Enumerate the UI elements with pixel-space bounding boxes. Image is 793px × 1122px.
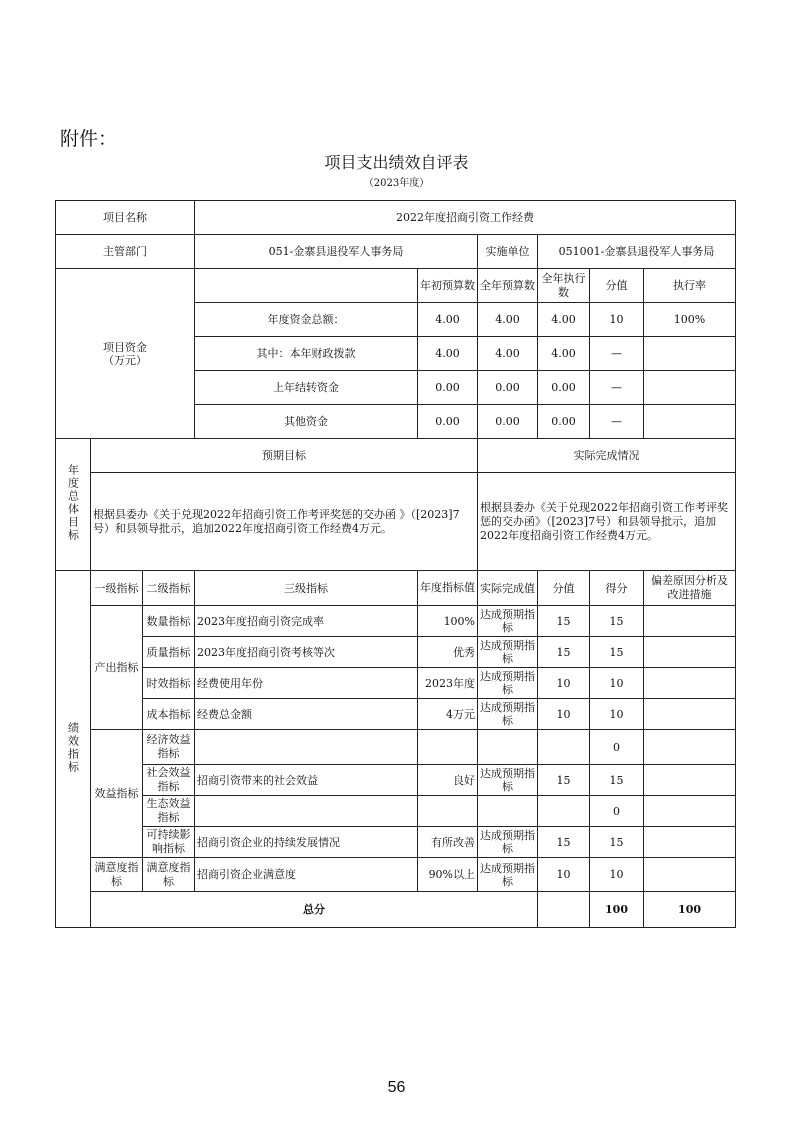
perf-actual: 达成预期指标 — [478, 858, 538, 892]
page-number: 56 — [387, 1079, 406, 1096]
perf-target — [418, 730, 478, 765]
page-subtitle: （2023年度） — [363, 178, 430, 189]
attachment-label: 附件： — [60, 128, 118, 150]
perf-level2: 时效指标 — [143, 668, 195, 699]
perf-value: 10 — [538, 858, 590, 892]
perf-note — [644, 606, 736, 637]
perf-level2: 可持续影响指标 — [143, 827, 195, 858]
funds-annual: 0.00 — [478, 371, 538, 405]
perf-target: 100% — [418, 606, 478, 637]
perf-score: 10 — [590, 858, 644, 892]
perf-actual: 达成预期指标 — [478, 765, 538, 796]
perf-label-text: 绩效指标 — [66, 721, 80, 774]
funds-header-executed: 全年执行数 — [538, 269, 590, 303]
funds-row-label: 其中：本年财政拨款 — [195, 337, 418, 371]
goals-label — [56, 439, 91, 571]
goals-label-text: 年度总体目标 — [66, 464, 80, 542]
perf-actual — [478, 796, 538, 827]
funds-header-score-value: 分值 — [590, 269, 644, 303]
funds-header-rate: 执行率 — [644, 269, 736, 303]
perf-level3 — [195, 796, 418, 827]
perf-note — [644, 699, 736, 730]
perf-score: 0 — [590, 730, 644, 765]
perf-header-actual: 实际完成值 — [478, 571, 538, 606]
perf-target: 2023年度 — [418, 668, 478, 699]
perf-target: 90%以上 — [418, 858, 478, 892]
funds-executed: 0.00 — [538, 405, 590, 439]
funds-rate — [644, 371, 736, 405]
dept-value: 051-金寨县退役军人事务局 — [195, 235, 478, 269]
perf-header-level1: 一级指标 — [91, 571, 143, 606]
funds-rate — [644, 337, 736, 371]
perf-target: 4万元 — [418, 699, 478, 730]
unit-label: 实施单位 — [478, 235, 538, 269]
perf-score: 15 — [590, 606, 644, 637]
perf-actual: 达成预期指标 — [478, 668, 538, 699]
perf-level2: 质量指标 — [143, 637, 195, 668]
perf-level2: 社会效益指标 — [143, 765, 195, 796]
goals-expected-text: 根据县委办《关于兑现2022年招商引资工作考评奖惩的交办函 》（[2023]7号）和县领导批示，追加2022年度招商引资工作经费4万元。 — [91, 473, 478, 571]
funds-rate: 100% — [644, 303, 736, 337]
total-label: 总分 — [91, 892, 538, 928]
perf-note — [644, 796, 736, 827]
perf-value: 15 — [538, 637, 590, 668]
perf-level2: 满意度指标 — [143, 858, 195, 892]
perf-target: 有所改善 — [418, 827, 478, 858]
perf-target — [418, 796, 478, 827]
funds-score-value: — — [590, 405, 644, 439]
perf-header-score: 得分 — [590, 571, 644, 606]
perf-level2: 数量指标 — [143, 606, 195, 637]
total-actual — [538, 892, 590, 928]
dept-label: 主管部门 — [56, 235, 195, 269]
project-name-label: 项目名称 — [56, 201, 195, 235]
funds-executed: 4.00 — [538, 303, 590, 337]
perf-value: 10 — [538, 668, 590, 699]
perf-note — [644, 668, 736, 699]
funds-annual: 0.00 — [478, 405, 538, 439]
perf-level3: 经费使用年份 — [195, 668, 418, 699]
perf-level1-benefit: 效益指标 — [91, 730, 143, 858]
funds-rate — [644, 405, 736, 439]
perf-score: 10 — [590, 668, 644, 699]
perf-level1-satisfaction: 满意度指标 — [91, 858, 143, 892]
perf-header-note: 偏差原因分析及改进措施 — [644, 571, 736, 606]
perf-level3: 2023年度招商引资完成率 — [195, 606, 418, 637]
perf-header-value: 分值 — [538, 571, 590, 606]
funds-initial: 4.00 — [418, 337, 478, 371]
funds-row-label: 年度资金总额： — [195, 303, 418, 337]
total-score: 100 — [644, 892, 736, 928]
perf-label — [56, 571, 91, 928]
perf-note — [644, 730, 736, 765]
perf-value: 15 — [538, 827, 590, 858]
goals-actual-text: 根据县委办《关于兑现2022年招商引资工作考评奖惩的交办函》（[2023]7号）和县领导批示，追加2022年度招商引资工作经费4万元。 — [478, 473, 736, 571]
funds-score-value: 10 — [590, 303, 644, 337]
funds-header-annual: 全年预算数 — [478, 269, 538, 303]
perf-level1-output: 产出指标 — [91, 606, 143, 730]
self-evaluation-table — [55, 200, 736, 928]
perf-header-level3: 三级指标 — [195, 571, 418, 606]
perf-target: 良好 — [418, 765, 478, 796]
perf-score: 0 — [590, 796, 644, 827]
goals-expected-header: 预期目标 — [91, 439, 478, 473]
goals-actual-header: 实际完成情况 — [478, 439, 736, 473]
perf-value: 10 — [538, 699, 590, 730]
funds-annual: 4.00 — [478, 337, 538, 371]
funds-score-value: — — [590, 337, 644, 371]
perf-level3 — [195, 730, 418, 765]
page-title: 项目支出绩效自评表 — [324, 153, 469, 172]
perf-level3: 招商引资企业的持续发展情况 — [195, 827, 418, 858]
perf-level3: 招商引资带来的社会效益 — [195, 765, 418, 796]
perf-value — [538, 796, 590, 827]
funds-label-text: 项目资金（万元） — [103, 340, 147, 367]
perf-actual: 达成预期指标 — [478, 606, 538, 637]
perf-score: 15 — [590, 637, 644, 668]
funds-row-label: 其他资金 — [195, 405, 418, 439]
perf-level2: 生态效益指标 — [143, 796, 195, 827]
perf-level3: 2023年度招商引资考核等次 — [195, 637, 418, 668]
perf-value: 15 — [538, 606, 590, 637]
unit-value: 051001-金寨县退役军人事务局 — [538, 235, 736, 269]
perf-value: 15 — [538, 765, 590, 796]
perf-actual: 达成预期指标 — [478, 827, 538, 858]
perf-level3: 招商引资企业满意度 — [195, 858, 418, 892]
funds-initial: 0.00 — [418, 371, 478, 405]
funds-label — [56, 269, 195, 439]
funds-executed: 0.00 — [538, 371, 590, 405]
funds-initial: 0.00 — [418, 405, 478, 439]
perf-value — [538, 730, 590, 765]
perf-score: 15 — [590, 765, 644, 796]
funds-row-label: 上年结转资金 — [195, 371, 418, 405]
total-value: 100 — [590, 892, 644, 928]
perf-actual: 达成预期指标 — [478, 699, 538, 730]
perf-header-target: 年度指标值 — [418, 571, 478, 606]
funds-executed: 4.00 — [538, 337, 590, 371]
perf-actual — [478, 730, 538, 765]
perf-note — [644, 858, 736, 892]
project-name-value: 2022年度招商引资工作经费 — [195, 201, 736, 235]
perf-target: 优秀 — [418, 637, 478, 668]
perf-actual: 达成预期指标 — [478, 637, 538, 668]
perf-note — [644, 765, 736, 796]
perf-score: 10 — [590, 699, 644, 730]
perf-note — [644, 827, 736, 858]
funds-header-initial: 年初预算数 — [418, 269, 478, 303]
perf-score: 15 — [590, 827, 644, 858]
funds-score-value: — — [590, 371, 644, 405]
perf-note — [644, 637, 736, 668]
perf-level2: 经济效益指标 — [143, 730, 195, 765]
funds-initial: 4.00 — [418, 303, 478, 337]
perf-header-level2: 二级指标 — [143, 571, 195, 606]
perf-level2: 成本指标 — [143, 699, 195, 730]
perf-level3: 经费总金额 — [195, 699, 418, 730]
funds-annual: 4.00 — [478, 303, 538, 337]
funds-header-blank — [195, 269, 418, 303]
